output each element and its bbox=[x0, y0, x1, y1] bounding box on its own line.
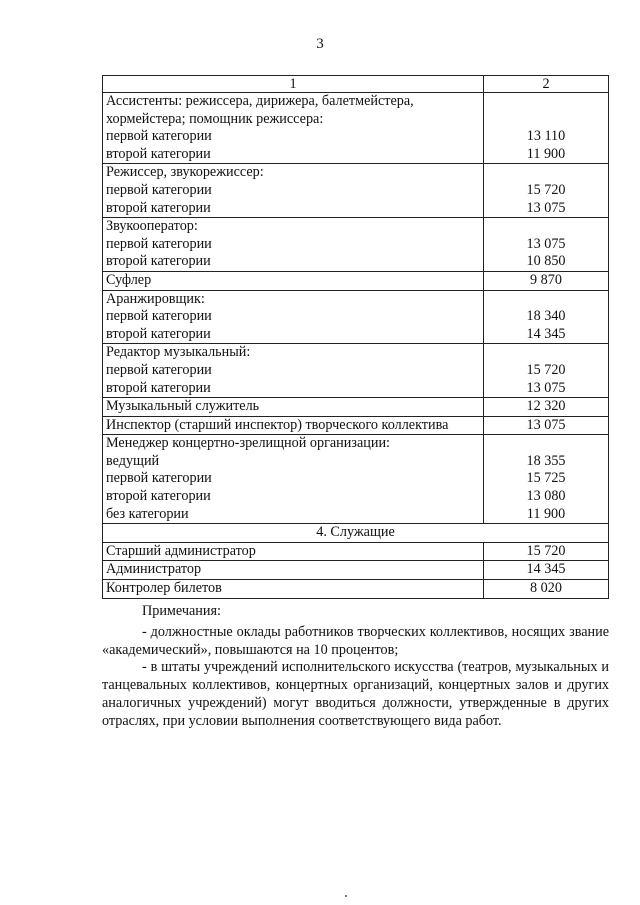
salary-blank bbox=[487, 93, 605, 111]
position-cell bbox=[103, 218, 484, 272]
position-line: второй категории bbox=[106, 379, 211, 396]
header-col-2: 2 bbox=[484, 76, 609, 93]
salary-value: 18 340 bbox=[526, 308, 566, 325]
salary-value: 13 110 bbox=[526, 128, 566, 145]
salary-value: 11 900 bbox=[526, 145, 566, 162]
salary-value: 15 720 bbox=[526, 181, 566, 198]
salary-cell bbox=[484, 271, 609, 290]
salary-cell: 8 020 bbox=[484, 580, 609, 599]
table-row bbox=[103, 542, 609, 561]
salary-cell: 14 345 bbox=[484, 561, 609, 580]
position-line: Ассистенты: режиссера, дирижера, балетмейстера, bbox=[106, 93, 414, 109]
position-line: Инспектор (старший инспектор) творческого коллектива bbox=[106, 416, 449, 433]
position-line: Менеджер концертно-зрелищной организации: bbox=[106, 435, 390, 452]
salary-value: 15 725 bbox=[526, 470, 566, 487]
salary-value: 13 075 bbox=[526, 416, 566, 433]
note-item: - должностные оклады работников творческих коллективов, носящих звание «академический», повышаются на 10 процентов; bbox=[102, 623, 609, 658]
salary-blank bbox=[487, 218, 605, 236]
salary-cell bbox=[484, 416, 609, 435]
salary-value: 12 320 bbox=[526, 398, 566, 415]
table-row bbox=[103, 398, 609, 417]
salary-cell bbox=[484, 435, 609, 524]
salary-cell: 15 720 bbox=[484, 542, 609, 561]
table-row bbox=[103, 580, 609, 599]
table-row bbox=[103, 271, 609, 290]
position-line: второй категории bbox=[106, 199, 211, 216]
note-item: - в штаты учреждений исполнительского искусства (театров, музыкальных и танцевальных коллективов, концертных организаций, концертных залов и других аналогичных учреждений) могут вводиться должности, утвержденные в других отраслях, при условии выполнения соответствующего вида работ. bbox=[102, 659, 609, 729]
salary-blank bbox=[487, 291, 605, 309]
section-row bbox=[103, 524, 609, 543]
position-cell: Контролер билетов bbox=[103, 580, 484, 599]
salary-value: 10 850 bbox=[526, 253, 566, 270]
position-line: Аранжировщик: bbox=[106, 290, 205, 307]
position-cell bbox=[103, 290, 484, 344]
position-cell bbox=[103, 271, 484, 290]
table-row bbox=[103, 435, 609, 524]
salary-value: 13 080 bbox=[526, 488, 566, 505]
salary-cell bbox=[484, 344, 609, 398]
position-line: второй категории bbox=[106, 325, 211, 342]
position-cell: Старший администратор bbox=[103, 542, 484, 561]
position-line: первой категории bbox=[106, 470, 212, 487]
salary-cell bbox=[484, 93, 609, 164]
position-cell bbox=[103, 93, 484, 164]
scan-speck bbox=[345, 895, 347, 897]
position-line: ведущий bbox=[106, 452, 160, 469]
salary-value: 13 075 bbox=[526, 235, 566, 252]
position-line: первой категории bbox=[106, 181, 212, 198]
salary-value: 13 075 bbox=[526, 379, 566, 396]
position-cell: Администратор bbox=[103, 561, 484, 580]
position-line: Редактор музыкальный: bbox=[106, 344, 251, 361]
salary-blank bbox=[487, 435, 605, 453]
table-row bbox=[103, 344, 609, 398]
position-line: первой категории bbox=[106, 235, 212, 252]
salary-value: 14 345 bbox=[526, 325, 566, 342]
position-cell bbox=[103, 416, 484, 435]
position-cell bbox=[103, 398, 484, 417]
position-line: первой категории bbox=[106, 361, 212, 378]
position-line: первой категории bbox=[106, 308, 212, 325]
position-line: второй категории bbox=[106, 145, 211, 162]
salary-blank bbox=[487, 344, 605, 362]
salary-value: 9 870 bbox=[530, 271, 562, 288]
salary-value: 13 075 bbox=[526, 199, 566, 216]
position-line: Суфлер bbox=[106, 271, 152, 288]
position-cell bbox=[103, 435, 484, 524]
table-row bbox=[103, 416, 609, 435]
position-line: Звукооператор: bbox=[106, 218, 198, 235]
notes-block bbox=[102, 603, 609, 731]
position-cell bbox=[103, 344, 484, 398]
position-line: второй категории bbox=[106, 488, 211, 505]
salary-value: 11 900 bbox=[526, 505, 566, 522]
section-title: 4. Служащие bbox=[103, 524, 609, 543]
salary-value: 18 355 bbox=[526, 452, 566, 469]
salary-cell bbox=[484, 218, 609, 272]
table-header-row bbox=[103, 76, 609, 93]
header-col-1: 1 bbox=[103, 76, 484, 93]
salary-blank bbox=[487, 111, 605, 129]
notes-title: Примечания: bbox=[142, 603, 221, 619]
salary-value: 15 720 bbox=[526, 361, 566, 378]
table-row bbox=[103, 218, 609, 272]
position-line: Режиссер, звукорежиссер: bbox=[106, 164, 264, 181]
page-number: 3 bbox=[316, 36, 324, 52]
salary-table bbox=[102, 75, 609, 599]
position-line: без категории bbox=[106, 505, 189, 522]
salary-cell bbox=[484, 290, 609, 344]
position-line: второй категории bbox=[106, 253, 211, 270]
position-line: первой категории bbox=[106, 128, 212, 145]
salary-cell bbox=[484, 398, 609, 417]
table-row bbox=[103, 93, 609, 164]
position-line: Музыкальный служитель bbox=[106, 398, 260, 415]
table-row bbox=[103, 561, 609, 580]
salary-blank bbox=[487, 164, 605, 182]
salary-cell bbox=[484, 164, 609, 218]
table-row bbox=[103, 164, 609, 218]
position-line: хормейстера; помощник режиссера: bbox=[106, 110, 324, 127]
position-cell bbox=[103, 164, 484, 218]
table-row bbox=[103, 290, 609, 344]
